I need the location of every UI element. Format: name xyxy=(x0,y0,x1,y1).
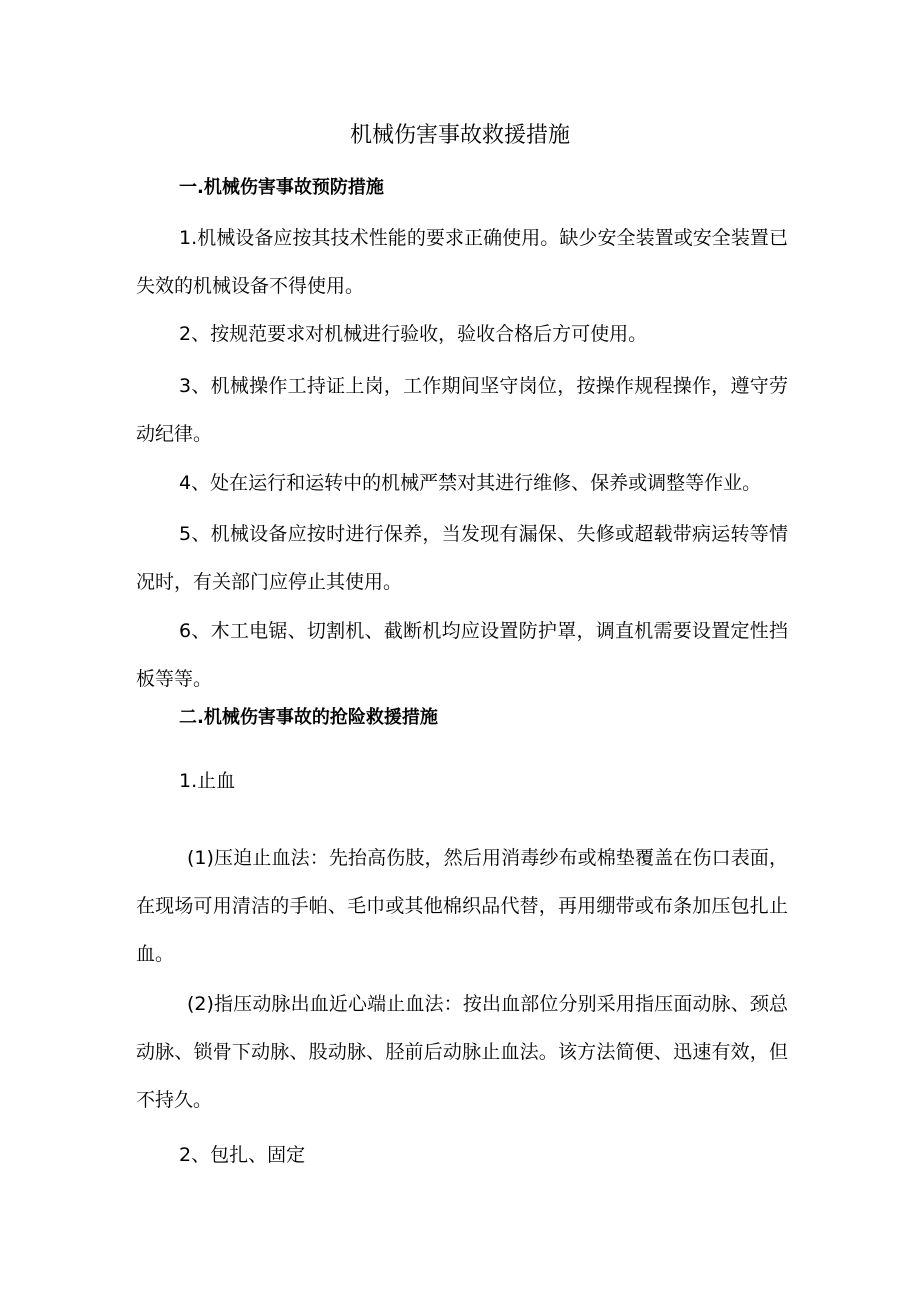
section-2-sub-1-item-1: (1)压迫止血法：先抬高伤肢，然后用消毒纱布或棉垫覆盖在伤口表面，在现场可用清洁的手帕、毛巾或其他棉织品代替，再用绷带或布条加压包扎止血。 xyxy=(136,847,788,965)
section-2-heading: 二.机械伤害事故的抢险救援措施 xyxy=(179,707,438,728)
section-1-item-3: 3、机械操作工持证上岗，工作期间坚守岗位，按操作规程操作，遵守劳动纪律。 xyxy=(136,375,788,445)
section-1-item-1: 1.机械设备应按其技术性能的要求正确使用。缺少安全装置或安全装置已失效的机械设备不得使用。 xyxy=(136,227,788,297)
document-title: 机械伤害事故救援措施 xyxy=(349,123,570,148)
section-1-item-2: 2、按规范要求对机械进行验收，验收合格后方可使用。 xyxy=(179,323,648,345)
section-2-sub-2-title: 2、包扎、固定 xyxy=(179,1144,306,1166)
section-1-item-5: 5、机械设备应按时进行保养，当发现有漏保、失修或超载带病运转等情况时，有关部门应停止其使用。 xyxy=(136,523,788,593)
section-1-item-4: 4、处在运行和运转中的机械严禁对其进行维修、保养或调整等作业。 xyxy=(179,472,762,494)
section-2-sub-1-item-2: (2)指压动脉出血近心端止血法：按出血部位分别采用指压面动脉、颈总动脉、锁骨下动脉、股动脉、胫前后动脉止血法。该方法简便、迅速有效，但不持久。 xyxy=(136,993,788,1111)
section-1-item-6: 6、木工电锯、切割机、截断机均应设置防护罩，调直机需要设置定性挡板等等。 xyxy=(136,620,788,690)
section-1-heading: 一.机械伤害事故预防措施 xyxy=(179,177,384,198)
section-2-sub-1-title: 1.止血 xyxy=(179,770,236,792)
